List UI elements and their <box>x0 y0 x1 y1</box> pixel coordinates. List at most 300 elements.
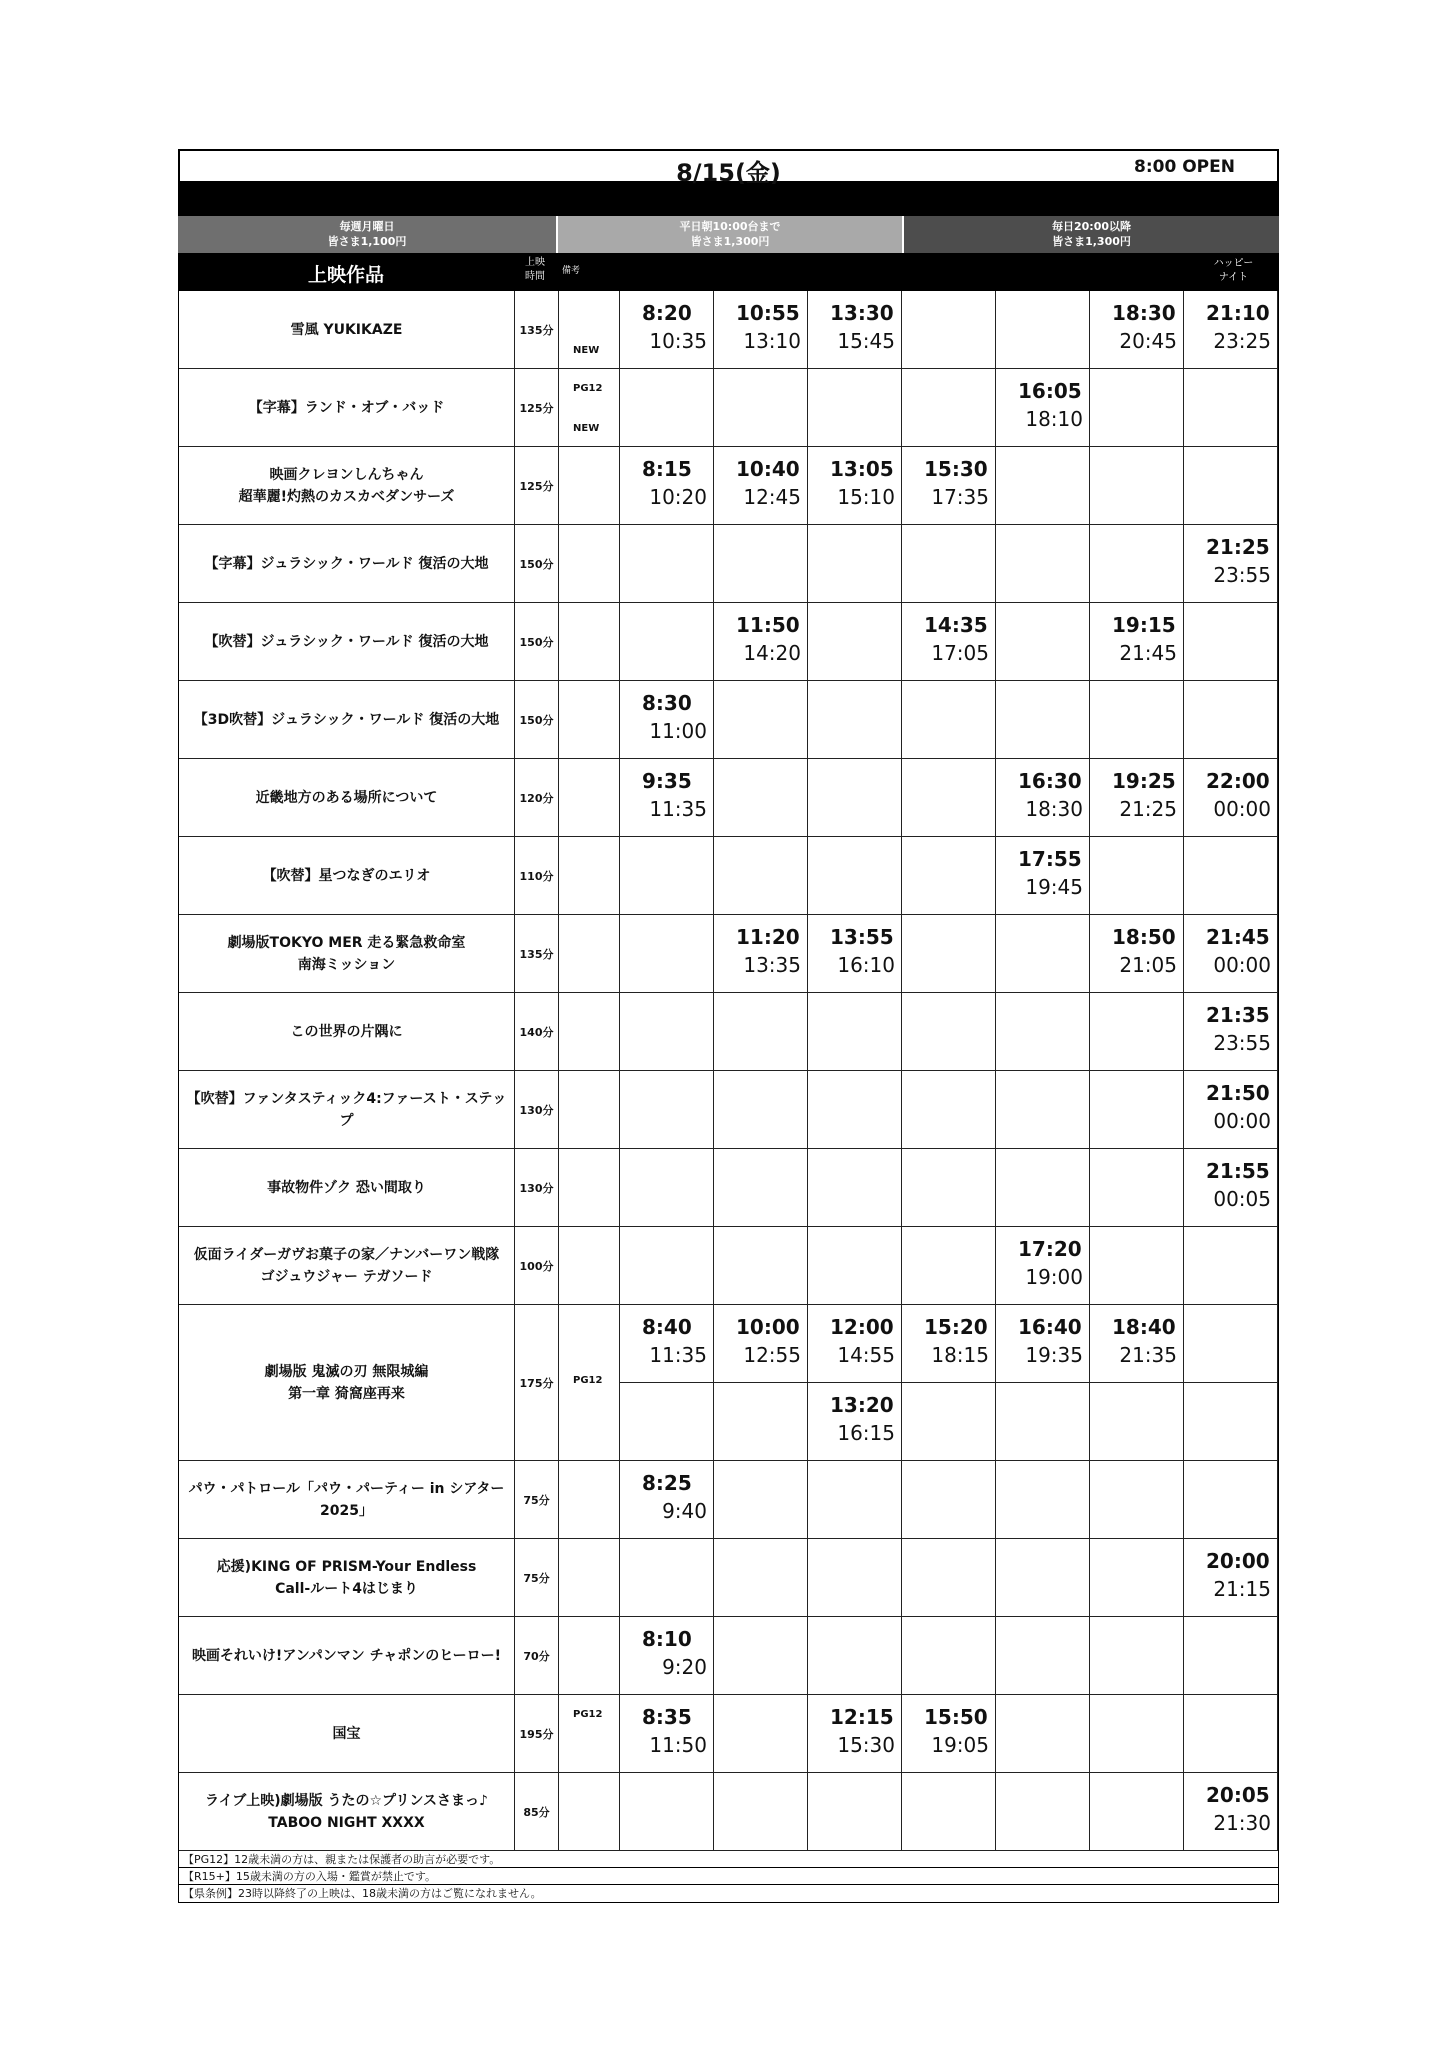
film-title: 【吹替】ジュラシック・ワールド 復活の大地 <box>179 603 515 681</box>
open-time: 8:00 OPEN <box>1134 157 1235 177</box>
showtime-slot <box>1184 837 1278 915</box>
showtime-slot <box>996 1071 1090 1149</box>
showtime-slot <box>902 1149 996 1227</box>
showtime-slot[interactable] <box>1184 915 1278 993</box>
showtime-slot[interactable] <box>714 291 808 369</box>
showtime-slot <box>714 993 808 1071</box>
showtime-slot[interactable] <box>1090 603 1184 681</box>
showtime-slot <box>808 1461 902 1539</box>
film-row <box>179 603 1280 681</box>
showtime-slot <box>808 681 902 759</box>
price-morning <box>558 216 902 253</box>
film-note <box>559 1149 620 1227</box>
showtime-slot <box>714 759 808 837</box>
end-time: 11:35 <box>649 797 707 821</box>
film-note <box>559 1539 620 1617</box>
showtime-slot <box>808 993 902 1071</box>
end-time: 16:15 <box>837 1421 895 1445</box>
film-length: 85分 <box>515 1773 559 1851</box>
showtime-slot[interactable] <box>1184 993 1278 1071</box>
film-title: 【字幕】ランド・オブ・バッド <box>179 369 515 447</box>
showtime-slot <box>996 1539 1090 1617</box>
film-title: 【吹替】星つなぎのエリオ <box>179 837 515 915</box>
film-row <box>179 369 1280 447</box>
start-time: 21:10 <box>1206 301 1270 325</box>
film-length: 130分 <box>515 1149 559 1227</box>
showtime-slot <box>1184 1383 1278 1461</box>
column-title: 上映作品 <box>307 264 384 286</box>
start-time: 17:55 <box>1018 847 1082 871</box>
showtime-slot <box>902 1773 996 1851</box>
showtime-slot <box>1090 1227 1184 1305</box>
showtime-slot <box>714 1149 808 1227</box>
showtime-slot <box>620 525 714 603</box>
showtime-slot[interactable] <box>808 291 902 369</box>
start-time: 12:15 <box>830 1705 894 1729</box>
showtime-slot[interactable] <box>620 1461 714 1539</box>
column-length-line: 時間 <box>525 271 545 282</box>
showtime-slot[interactable] <box>1090 1305 1184 1383</box>
showtime-slot <box>1184 1695 1278 1773</box>
price-bar <box>178 216 1279 253</box>
start-time: 10:40 <box>736 457 800 481</box>
showtime-slot <box>714 1461 808 1539</box>
end-time: 19:35 <box>1025 1343 1083 1367</box>
showtime-slot <box>902 291 996 369</box>
showtime-slot[interactable] <box>620 759 714 837</box>
showtime-slot <box>620 915 714 993</box>
showtime-slot <box>1090 837 1184 915</box>
start-time: 18:50 <box>1112 925 1176 949</box>
showtime-slot[interactable] <box>1184 759 1278 837</box>
film-length: 150分 <box>515 603 559 681</box>
start-time: 16:30 <box>1018 769 1082 793</box>
showtime-slot <box>714 1227 808 1305</box>
start-time: 11:20 <box>736 925 800 949</box>
showtime-slot[interactable] <box>620 1617 714 1695</box>
showtime-slot <box>1184 1617 1278 1695</box>
start-time: 16:05 <box>1018 379 1082 403</box>
showtime-slot <box>714 1695 808 1773</box>
showtime-slot <box>1184 1305 1278 1383</box>
showtime-slot[interactable] <box>620 681 714 759</box>
showtime-slot <box>902 759 996 837</box>
start-time: 17:20 <box>1018 1237 1082 1261</box>
column-happy-night <box>1188 257 1279 285</box>
start-time: 19:25 <box>1112 769 1176 793</box>
film-note <box>559 681 620 759</box>
showtime-slot <box>902 525 996 603</box>
showtime-slot[interactable] <box>620 1695 714 1773</box>
showtime-slot <box>808 369 902 447</box>
showtime-slot <box>902 1071 996 1149</box>
film-note <box>559 369 620 447</box>
film-note <box>559 837 620 915</box>
showtime-slot <box>996 1149 1090 1227</box>
end-time: 00:05 <box>1213 1187 1271 1211</box>
showtime-slot[interactable] <box>1184 525 1278 603</box>
start-time: 8:35 <box>642 1705 692 1729</box>
showtime-slot <box>902 837 996 915</box>
end-time: 13:10 <box>743 329 801 353</box>
film-row <box>179 1461 1280 1539</box>
film-note <box>559 1695 620 1773</box>
showtime-slot <box>714 369 808 447</box>
film-title: この世界の片隅に <box>179 993 515 1071</box>
showtime-slot[interactable] <box>714 603 808 681</box>
showtime-slot <box>1184 369 1278 447</box>
showtime-slot[interactable] <box>902 1305 996 1383</box>
end-time: 21:30 <box>1213 1811 1271 1835</box>
showtime-slot <box>714 525 808 603</box>
showtime-slot <box>1184 447 1278 525</box>
showtime-slot[interactable] <box>714 915 808 993</box>
film-length: 125分 <box>515 447 559 525</box>
showtime-slot <box>620 1383 714 1461</box>
showtime-slot <box>808 525 902 603</box>
film-note <box>559 291 620 369</box>
film-title: 【吹替】ファンタスティック4:ファースト・ステップ <box>179 1071 515 1149</box>
end-time: 23:25 <box>1213 329 1271 353</box>
showtime-slot[interactable] <box>1090 915 1184 993</box>
showtime-slot <box>620 1071 714 1149</box>
showtime-slot <box>1184 1461 1278 1539</box>
end-time: 11:00 <box>649 719 707 743</box>
film-title: 仮面ライダーガヴお菓子の家／ナンバーワン戦隊 ゴジュウジャー テガソード <box>179 1227 515 1305</box>
price-value: 皆さま1,300円 <box>690 235 770 248</box>
start-time: 21:25 <box>1206 535 1270 559</box>
showtime-slot[interactable] <box>1184 291 1278 369</box>
price-monday <box>178 216 556 253</box>
showtime-slot <box>902 1461 996 1539</box>
showtime-slot <box>808 837 902 915</box>
showtime-slot[interactable] <box>808 447 902 525</box>
end-time: 19:45 <box>1025 875 1083 899</box>
start-time: 15:30 <box>924 457 988 481</box>
start-time: 13:05 <box>830 457 894 481</box>
showtime-slot <box>714 1383 808 1461</box>
price-value: 皆さま1,300円 <box>1052 235 1131 248</box>
film-row <box>179 1305 1280 1461</box>
showtime-slot <box>1090 993 1184 1071</box>
schedule-sheet <box>178 149 1279 1900</box>
end-time: 9:40 <box>662 1499 707 1523</box>
showtime-slot <box>1090 1539 1184 1617</box>
film-note <box>559 1617 620 1695</box>
start-time: 18:40 <box>1112 1315 1176 1339</box>
film-note <box>559 915 620 993</box>
film-title: 劇場版 鬼滅の刃 無限城編 第一章 猗窩座再来 <box>179 1305 515 1461</box>
film-title: 【字幕】ジュラシック・ワールド 復活の大地 <box>179 525 515 603</box>
end-time: 13:35 <box>743 953 801 977</box>
film-row <box>179 1227 1280 1305</box>
film-length: 130分 <box>515 1071 559 1149</box>
film-length: 110分 <box>515 837 559 915</box>
showtime-slot <box>808 1539 902 1617</box>
film-length: 135分 <box>515 915 559 993</box>
showtime-slot <box>1090 1617 1184 1695</box>
showtime-slot[interactable] <box>808 1695 902 1773</box>
start-time: 13:30 <box>830 301 894 325</box>
end-time: 15:45 <box>837 329 895 353</box>
start-time: 8:20 <box>642 301 692 325</box>
start-time: 19:15 <box>1112 613 1176 637</box>
end-time: 23:55 <box>1213 1031 1271 1055</box>
rating-badge: PG12 <box>573 1709 603 1720</box>
showtime-slot <box>996 447 1090 525</box>
showtime-slot[interactable] <box>996 1227 1090 1305</box>
film-note <box>559 1071 620 1149</box>
end-time: 12:55 <box>743 1343 801 1367</box>
start-time: 11:50 <box>736 613 800 637</box>
showtime-slot[interactable] <box>1090 291 1184 369</box>
column-length <box>514 256 556 284</box>
end-time: 20:45 <box>1119 329 1177 353</box>
start-time: 20:05 <box>1206 1783 1270 1807</box>
price-label: 毎週月曜日 <box>339 220 395 233</box>
film-row <box>179 837 1280 915</box>
start-time: 21:45 <box>1206 925 1270 949</box>
film-note <box>559 993 620 1071</box>
film-length: 135分 <box>515 291 559 369</box>
showtime-slot <box>620 1227 714 1305</box>
showtime-slot <box>996 993 1090 1071</box>
footnotes <box>178 1851 1279 1903</box>
end-time: 23:55 <box>1213 563 1271 587</box>
film-row <box>179 1695 1280 1773</box>
showtime-slot <box>808 1617 902 1695</box>
showtime-slot <box>996 291 1090 369</box>
film-note <box>559 1227 620 1305</box>
start-time: 15:50 <box>924 1705 988 1729</box>
start-time: 16:40 <box>1018 1315 1082 1339</box>
film-row <box>179 1539 1280 1617</box>
film-length: 175分 <box>515 1305 559 1461</box>
film-row <box>179 993 1280 1071</box>
start-time: 15:20 <box>924 1315 988 1339</box>
showtime-slot <box>1090 681 1184 759</box>
end-time: 21:05 <box>1119 953 1177 977</box>
showtime-slot <box>1090 1383 1184 1461</box>
showtime-slot <box>1090 1461 1184 1539</box>
column-happy-line: ハッピー <box>1213 258 1254 269</box>
end-time: 16:10 <box>837 953 895 977</box>
column-note: 備考 <box>562 266 581 276</box>
film-row <box>179 759 1280 837</box>
showtime-slot <box>620 369 714 447</box>
showtime-slot[interactable] <box>996 759 1090 837</box>
film-row <box>179 1071 1280 1149</box>
showtime-slot <box>996 915 1090 993</box>
showtime-slot <box>1184 1227 1278 1305</box>
showtime-slot <box>996 1695 1090 1773</box>
showtime-slot <box>1184 603 1278 681</box>
film-row <box>179 447 1280 525</box>
end-time: 21:15 <box>1213 1577 1271 1601</box>
film-note <box>559 1773 620 1851</box>
end-time: 21:35 <box>1119 1343 1177 1367</box>
end-time: 10:35 <box>649 329 707 353</box>
showtime-slot <box>808 1071 902 1149</box>
showtime-slot[interactable] <box>1090 759 1184 837</box>
showtime-slot <box>808 759 902 837</box>
end-time: 14:20 <box>743 641 801 665</box>
showtime-slot[interactable] <box>902 447 996 525</box>
film-title: ライブ上映)劇場版 うたの☆プリンスさまっ♪ TABOO NIGHT XXXX <box>179 1773 515 1851</box>
end-time: 18:30 <box>1025 797 1083 821</box>
film-row <box>179 915 1280 993</box>
start-time: 22:00 <box>1206 769 1270 793</box>
film-row <box>179 1617 1280 1695</box>
film-length: 150分 <box>515 681 559 759</box>
end-time: 18:15 <box>931 1343 989 1367</box>
film-length: 150分 <box>515 525 559 603</box>
film-title: 雪風 YUKIKAZE <box>179 291 515 369</box>
rating-badge: PG12 <box>573 383 603 394</box>
end-time: 00:00 <box>1213 953 1271 977</box>
showtime-slot[interactable] <box>1184 1539 1278 1617</box>
film-length: 140分 <box>515 993 559 1071</box>
showtime-slot <box>996 1383 1090 1461</box>
start-time: 20:00 <box>1206 1549 1270 1573</box>
showtime-slot <box>808 1149 902 1227</box>
showtime-slot[interactable] <box>714 1305 808 1383</box>
showtime-slot <box>996 1617 1090 1695</box>
showtime-slot <box>902 993 996 1071</box>
film-title: 応援)KING OF PRISM-Your Endless Call-ルート4はじまり <box>179 1539 515 1617</box>
showtime-slot <box>902 1617 996 1695</box>
end-time: 11:50 <box>649 1733 707 1757</box>
showtime-slot[interactable] <box>996 369 1090 447</box>
showtime-slot[interactable] <box>902 1695 996 1773</box>
footnote: 【R15+】15歳未満の方の入場・鑑賞が禁止です。 <box>179 1868 1278 1885</box>
showtime-slot <box>996 1461 1090 1539</box>
end-time: 21:45 <box>1119 641 1177 665</box>
showtime-slot <box>808 1773 902 1851</box>
showtime-slot <box>714 1071 808 1149</box>
column-happy-line: ナイト <box>1218 272 1249 283</box>
price-label: 毎日20:00以降 <box>1051 220 1131 233</box>
showtime-slot <box>1090 525 1184 603</box>
price-value: 皆さま1,100円 <box>327 235 407 248</box>
showtime-slot <box>902 681 996 759</box>
start-time: 8:25 <box>642 1471 692 1495</box>
end-time: 17:05 <box>931 641 989 665</box>
film-length: 70分 <box>515 1617 559 1695</box>
showtime-slot <box>902 915 996 993</box>
film-row <box>179 1773 1280 1851</box>
film-title: 近畿地方のある場所について <box>179 759 515 837</box>
start-time: 8:15 <box>642 457 692 481</box>
showtime-slot <box>808 1227 902 1305</box>
showtime-slot[interactable] <box>1184 1149 1278 1227</box>
film-title: パウ・パトロール「パウ・パーティー in シアター 2025」 <box>179 1461 515 1539</box>
end-time: 18:10 <box>1025 407 1083 431</box>
film-row <box>179 681 1280 759</box>
rating-badge: PG12 <box>573 1375 603 1386</box>
start-time: 8:30 <box>642 691 692 715</box>
showtime-slot[interactable] <box>996 1305 1090 1383</box>
start-time: 9:35 <box>642 769 692 793</box>
start-time: 13:55 <box>830 925 894 949</box>
start-time: 10:00 <box>736 1315 800 1339</box>
film-title: 【3D吹替】ジュラシック・ワールド 復活の大地 <box>179 681 515 759</box>
end-time: 00:00 <box>1213 797 1271 821</box>
film-note <box>559 1305 620 1461</box>
showtime-slot[interactable] <box>996 837 1090 915</box>
showtime-slot <box>996 525 1090 603</box>
showtime-slot <box>902 1383 996 1461</box>
end-time: 11:35 <box>649 1343 707 1367</box>
showtime-slot <box>902 369 996 447</box>
start-time: 8:10 <box>642 1627 692 1651</box>
showtime-slot[interactable] <box>620 1305 714 1383</box>
showtime-slot <box>902 1539 996 1617</box>
new-badge: NEW <box>573 423 600 434</box>
film-length: 120分 <box>515 759 559 837</box>
film-note <box>559 525 620 603</box>
start-time: 13:20 <box>830 1393 894 1417</box>
start-time: 12:00 <box>830 1315 894 1339</box>
showtime-slot <box>620 603 714 681</box>
showtime-slot[interactable] <box>902 603 996 681</box>
end-time: 15:10 <box>837 485 895 509</box>
showtime-slot[interactable] <box>620 291 714 369</box>
footnote: 【県条例】23時以降終了の上映は、18歳未満の方はご覧になれません。 <box>183 1887 542 1900</box>
showtime-slot <box>714 1773 808 1851</box>
showtime-slot[interactable] <box>808 1383 902 1461</box>
film-row <box>179 1149 1280 1227</box>
showtime-slot[interactable] <box>808 1305 902 1383</box>
showtime-slot <box>620 1773 714 1851</box>
film-title: 劇場版TOKYO MER 走る緊急救命室 南海ミッション <box>179 915 515 993</box>
end-time: 14:55 <box>837 1343 895 1367</box>
showtime-slot <box>808 603 902 681</box>
film-title: 事故物件ゾク 恐い間取り <box>179 1149 515 1227</box>
film-row <box>179 291 1280 369</box>
start-time: 21:50 <box>1206 1081 1270 1105</box>
footnote: 【PG12】12歳未満の方は、親または保護者の助言が必要です。 <box>179 1851 1278 1868</box>
start-time: 21:55 <box>1206 1159 1270 1183</box>
start-time: 8:40 <box>642 1315 692 1339</box>
film-note <box>559 759 620 837</box>
showtime-slot <box>620 993 714 1071</box>
film-title: 国宝 <box>179 1695 515 1773</box>
end-time: 10:20 <box>649 485 707 509</box>
start-time: 10:55 <box>736 301 800 325</box>
end-time: 19:05 <box>931 1733 989 1757</box>
showtime-slot <box>620 1149 714 1227</box>
showtime-slot[interactable] <box>1184 1071 1278 1149</box>
film-row <box>179 525 1280 603</box>
film-title: 映画クレヨンしんちゃん 超華麗!灼熱のカスカベダンサーズ <box>179 447 515 525</box>
showtime-slot[interactable] <box>808 915 902 993</box>
new-badge: NEW <box>573 345 600 356</box>
showtime-slot <box>996 603 1090 681</box>
end-time: 15:30 <box>837 1733 895 1757</box>
end-time: 9:20 <box>662 1655 707 1679</box>
film-length: 125分 <box>515 369 559 447</box>
price-night <box>904 216 1279 253</box>
schedule-date: 8/15(金) <box>676 159 781 187</box>
showtime-slot[interactable] <box>1184 1773 1278 1851</box>
showtime-slot <box>1090 1695 1184 1773</box>
showtime-slot[interactable] <box>714 447 808 525</box>
showtime-slot[interactable] <box>620 447 714 525</box>
showtime-slot <box>714 681 808 759</box>
start-time: 18:30 <box>1112 301 1176 325</box>
film-note <box>559 603 620 681</box>
